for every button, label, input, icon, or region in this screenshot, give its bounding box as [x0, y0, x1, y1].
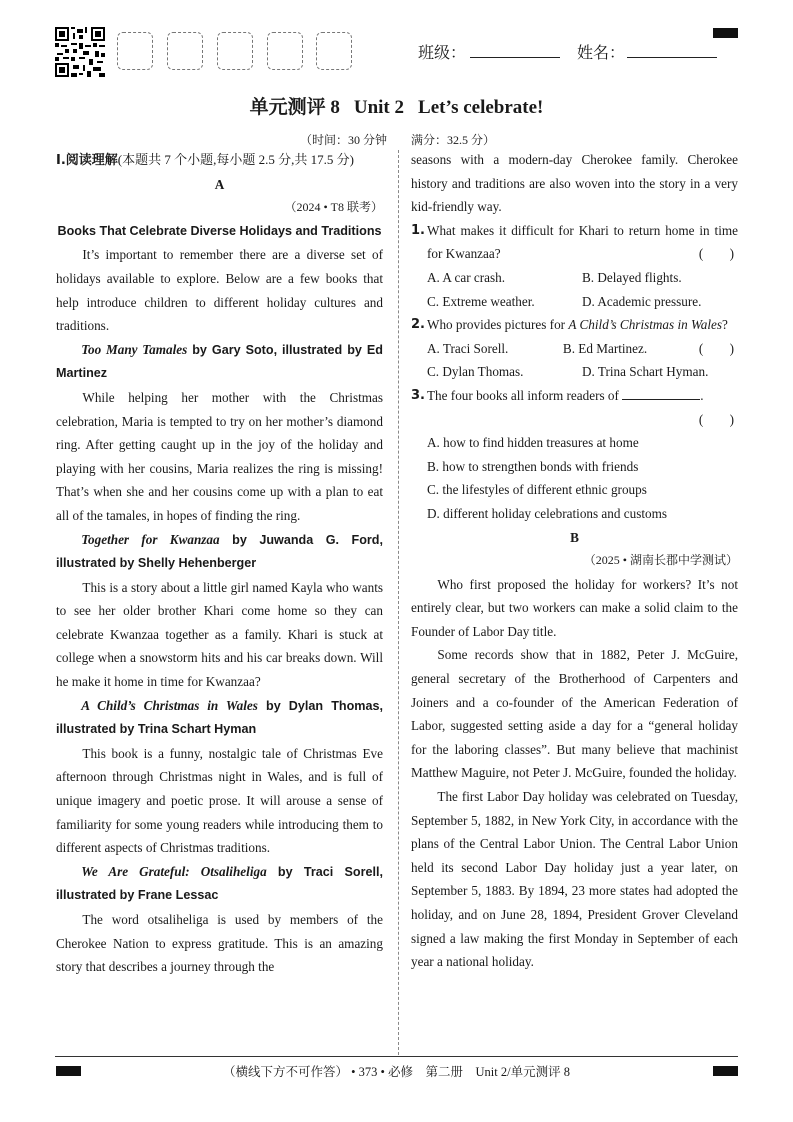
- page-title: 单元测评 8 Unit 2 Let’s celebrate!: [249, 97, 544, 118]
- exam-score: 满分：32.5 分）: [411, 133, 496, 147]
- book-2-title: Together for Kwanzaa by Juwanda G. Ford, illustrated by Shelly Hehenberger: [56, 531, 383, 571]
- passage-b-source: （2025 • 湖南长郡中学测试）: [583, 553, 738, 568]
- passage-b-para-1: Who first proposed the holiday for workers? It’s not entirely clear, but two workers can make a solid claim to the Founder of Labor Day title.: [411, 576, 738, 639]
- question-3: 3. The four books all inform readers of . ( ): [411, 384, 738, 431]
- passage-b-para-2: Some records show that in 1882, Peter J. McGuire, general secretary of the Brotherhood of Carpenters and Joiners and a co-founder of the American Federation of Labor, suggested setting aside a day for a “general holiday for the laboring classes”. But many believe that machinist Matthew Maguire, not Peter J. McGuire, founded the holiday.: [411, 647, 738, 781]
- class-field[interactable]: [470, 57, 560, 58]
- passage-a-source: （2024 • T8 联考）: [284, 200, 383, 215]
- option-2d[interactable]: D. Trina Schart Hyman.: [582, 364, 709, 380]
- option-3c[interactable]: C. the lifestyles of different ethnic groups: [427, 482, 647, 498]
- book-1-title: Too Many Tamales by Gary Soto, illustrated by Ed Martinez: [56, 341, 383, 381]
- question-2-options: [411, 337, 699, 361]
- option-2b[interactable]: B. Ed Martinez.: [562, 340, 648, 356]
- score-box-1[interactable]: [117, 32, 153, 70]
- passage-b-para-3: The first Labor Day holiday was celebrated on Tuesday, September 5, 1882, in New York City, in accordance with the plans of the Central Labor Union. The Central Labor Union held its second Labor Day holiday just a year later, on September 5, 1883. By 1894, 23 more states had adopted the holiday, and on June 28, 1894, President Grover Cleveland signed a law making the first Monday in September of each year a national holiday.: [411, 789, 738, 970]
- option-3a[interactable]: A. how to find hidden treasures at home: [427, 435, 639, 451]
- corner-mark-top: [713, 28, 738, 38]
- passage-a-continued: seasons with a modern-day Cherokee family. Cherokee history and traditions are also woven into the story in a very kid-friendly way.: [411, 152, 738, 215]
- answer-slot-2[interactable]: ( ): [698, 340, 734, 356]
- book-2-desc: This is a story about a little girl named Kayla who wants to see her older brother Khari come home so they can celebrate Kwanzaa together as a family. Khari is stuck at college when a snowstorm hits and his car breaks down. Will he make it home in time for Kwanzaa?: [56, 579, 383, 690]
- book-1-desc: While helping her mother with the Christmas celebration, Maria is tempted to try on her mother’s diamond ring. After getting caught up in the joy of the holiday and playing with her cousins, Maria realizes the ring is missing! That’s when she and her cousins come up with a plan to eat all of the tamales, in hopes of finding the ring.: [56, 389, 383, 523]
- column-divider: [398, 150, 399, 1055]
- exam-time: （时间：30 分钟: [300, 133, 388, 147]
- book-4-title: We Are Grateful: Otsaliheliga by Traci Sorell, illustrated by Frane Lessac: [56, 863, 383, 903]
- book-4-desc: The word otsaliheliga is used by members of the Cherokee Nation to express gratitude. This is an amazing story that describes a journey through the: [56, 912, 383, 975]
- score-box-2[interactable]: [167, 32, 203, 70]
- option-3b[interactable]: B. how to strengthen bonds with friends: [427, 458, 639, 474]
- option-1b[interactable]: B. Delayed flights.: [582, 269, 682, 285]
- passage-a-heading: Books That Celebrate Diverse Holidays and Traditions: [57, 223, 382, 238]
- question-2: 2. Who provides pictures for A Child’s Christmas in Wales? ( ): [411, 313, 738, 337]
- score-box-3[interactable]: [217, 32, 253, 70]
- passage-a-intro: It’s important to remember there are a diverse set of holidays available to explore. Below are a few books that help introduce children to different holiday cultures and traditions.: [56, 247, 383, 334]
- footer-rule: [55, 1056, 738, 1057]
- option-2c[interactable]: C. Dylan Thomas.: [427, 364, 524, 380]
- left-column: [56, 148, 383, 979]
- book-3-title: A Child’s Christmas in Wales by Dylan Thomas, illustrated by Trina Schart Hyman: [56, 697, 383, 737]
- section-heading: Ⅰ.阅读理解(本题共 7 个小题,每小题 2.5 分,共 17.5 分): [56, 152, 354, 168]
- question-1: 1. What makes it difficult for Khari to return home in time for Kwanzaa? ( ): [411, 219, 738, 266]
- name-field[interactable]: [627, 57, 717, 58]
- question-1-stem: What makes it difficult for Khari to return home in time for Kwanzaa?: [427, 222, 738, 262]
- passage-b-letter: B: [570, 529, 579, 545]
- option-1d[interactable]: D. Academic pressure.: [582, 293, 702, 309]
- fill-blank-3[interactable]: [622, 385, 700, 400]
- question-1-options: [411, 266, 738, 290]
- option-2a[interactable]: A. Traci Sorell.: [427, 340, 509, 356]
- name-label: 姓名：: [577, 43, 626, 62]
- passage-a-letter: A: [214, 176, 225, 192]
- score-box-4[interactable]: [267, 32, 303, 70]
- qr-code-icon: [55, 27, 105, 77]
- book-3-desc: This book is a funny, nostalgic tale of Christmas Eve afternoon through Christmas night in Wales, and is full of unique imagery and poetic prose. It will arouse a sense of familiarity for some young readers while introducing them to different aspects of Christmas traditions.: [56, 745, 383, 856]
- answer-slot-1[interactable]: ( ): [698, 246, 734, 262]
- right-column: [411, 148, 738, 974]
- option-3d[interactable]: D. different holiday celebrations and customs: [427, 505, 667, 521]
- page-footer: （横线下方不可作答） • 373 • 必修 第二册 Unit 2/单元测评 8: [223, 1065, 570, 1079]
- option-1a[interactable]: A. A car crash.: [427, 269, 505, 285]
- answer-slot-3[interactable]: ( ): [698, 411, 734, 427]
- option-1c[interactable]: C. Extreme weather.: [427, 293, 535, 309]
- class-label: 班级：: [418, 43, 467, 62]
- score-box-5[interactable]: [316, 32, 352, 70]
